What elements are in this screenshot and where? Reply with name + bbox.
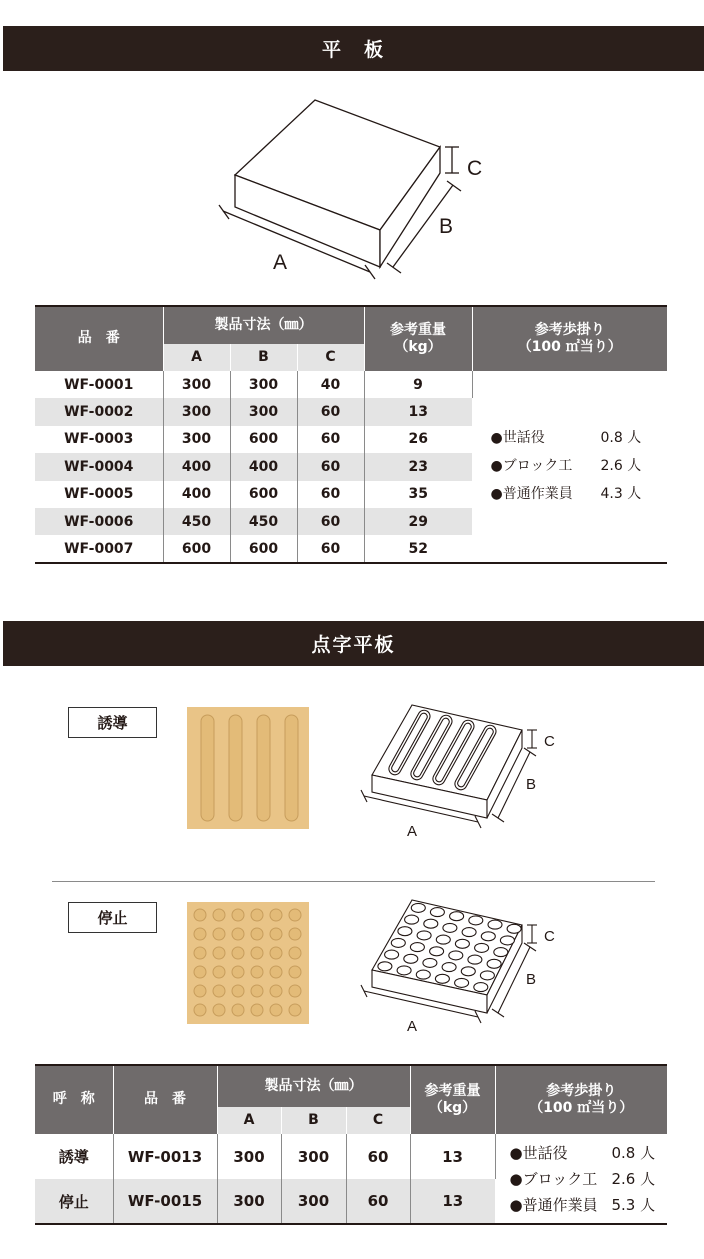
labor-line: ●ブロック工 2.6 人 [509,1169,656,1188]
labor-line: ●世話役 0.8 人 [490,430,642,447]
dim-c: 60 [297,535,364,562]
dome-dot [251,1004,263,1016]
diagram-label-a: A [273,251,288,274]
item-number: WF-0004 [35,453,163,480]
dome-dot [232,928,244,940]
divider [52,881,655,882]
weight: 29 [364,508,472,535]
diagram-dome-dot [449,951,463,960]
dome-dot [194,966,206,978]
dim-b: 600 [230,535,297,562]
dome-dot [251,928,263,940]
diagram-dome-dot [442,963,456,972]
dome-dot [213,1004,225,1016]
section-title-flat-slab: 平 板 [3,26,704,71]
diagram-dome-dot [436,935,450,944]
item-number: WF-0007 [35,535,163,562]
weight: 13 [410,1179,495,1224]
dome-dot [270,985,282,997]
diagram-dome-dot [398,927,412,936]
header-dim-a: A [217,1107,281,1134]
dim-a: 400 [163,453,230,480]
diagram-label-b: B [439,215,454,238]
header-labor: 参考歩掛り （100 ㎡当り） [495,1065,667,1134]
header-dim-a: A [163,344,230,371]
header-dim-c: C [346,1107,410,1134]
diagram-dome-dot [405,915,419,924]
dim-b: 450 [230,508,297,535]
product-name: 誘導 [35,1134,113,1179]
dim-b: 600 [230,426,297,453]
labor-notes [495,1134,667,1224]
dome-dot [289,947,301,959]
dome-dot [270,966,282,978]
diagram-dome-dot [397,966,411,975]
dim-c: 60 [297,453,364,480]
diagram-dome-dot [487,959,501,968]
dome-dot [232,909,244,921]
diagram-dome-dot [424,919,438,928]
dim-a: 400 [163,481,230,508]
weight: 52 [408,540,428,557]
item-number: WF-0003 [35,426,163,453]
braille-slab-spec-table [35,1064,667,1225]
diagram-label-c: C [467,157,483,180]
dome-dot [232,947,244,959]
dim-a: 600 [163,535,230,562]
diagram-dome-dot [481,932,495,941]
header-labor: 参考歩掛り （100 ㎡当り） [472,306,667,371]
item-number: WF-0006 [35,508,163,535]
weight: 26 [408,431,428,448]
diagram-dome-dot [474,983,488,992]
dome-dot [270,928,282,940]
dome-dot [289,1004,301,1016]
labor-line: ●普通作業員 4.3 人 [490,486,642,503]
table-row [35,1134,667,1179]
diagram-dome-dot [507,924,521,933]
dim-b: 400 [230,453,297,480]
dim-b: 300 [281,1134,346,1179]
weight: 23 [364,453,472,480]
guide-tile-photo [187,707,309,833]
product-name: 停止 [35,1179,113,1224]
dome-dot [232,1004,244,1016]
stop-diagram-label-a: A [407,1018,418,1035]
dome-dot [270,1004,282,1016]
guide-tile-diagram [352,700,572,845]
diagram-dome-dot [461,967,475,976]
item-number: WF-0005 [35,481,163,508]
dome-dot [251,947,263,959]
stop-tile-diagram [352,895,572,1040]
dim-c: 60 [346,1134,410,1179]
dome-dot [251,966,263,978]
labor-line: ●ブロック工 2.6 人 [490,458,642,475]
flat-slab-diagram [215,95,495,280]
header-dim-b: B [281,1107,346,1134]
dim-c: 60 [346,1179,410,1224]
item-number: WF-0001 [35,371,163,398]
table-row [35,371,667,398]
dome-dot [251,909,263,921]
header-dim-c: C [297,344,364,371]
flat-slab-spec-table [35,305,667,564]
diagram-dome-dot [391,938,405,947]
header-weight: 参考重量 （kg） [410,1065,495,1134]
diagram-dome-dot [404,954,418,963]
dome-dot [289,985,301,997]
diagram-dome-dot [468,955,482,964]
header-dim-b: B [230,344,297,371]
dim-b: 300 [230,398,297,425]
diagram-dome-dot [430,908,444,917]
diagram-dome-dot [430,947,444,956]
header-dimensions: 製品寸法（㎜） [217,1065,410,1107]
diagram-dome-dot [450,912,464,921]
diagram-dome-dot [443,923,457,932]
dim-c: 60 [297,508,364,535]
header-item-number: 品 番 [113,1065,217,1134]
dome-dot [213,947,225,959]
item-number: WF-0002 [35,398,163,425]
diagram-dome-dot [423,958,437,967]
stop-diagram-label-b: B [526,971,537,988]
dim-a: 300 [217,1134,281,1179]
labor-notes [472,371,667,563]
header-dimensions: 製品寸法（㎜） [163,306,364,344]
diagram-dome-dot [500,936,514,945]
dim-c: 60 [297,426,364,453]
dome-dot [232,985,244,997]
guide-label: 誘導 [68,707,157,738]
dim-b: 300 [230,371,297,398]
dome-dot [232,966,244,978]
dome-dot [270,909,282,921]
header-name: 呼 称 [35,1065,113,1134]
dim-b: 300 [281,1179,346,1224]
item-number: WF-0013 [113,1134,217,1179]
dome-dot [194,928,206,940]
diagram-dome-dot [488,920,502,929]
diagram-dome-dot [416,970,430,979]
diagram-dome-dot [455,939,469,948]
diagram-dome-dot [469,916,483,925]
stop-tile-photo [187,902,309,1028]
stop-label: 停止 [68,902,157,933]
dim-a: 300 [163,426,230,453]
diagram-dome-dot [475,943,489,952]
dome-dot [194,1004,206,1016]
header-item-number: 品 番 [35,306,163,371]
dim-c: 40 [297,371,364,398]
diagram-dome-dot [417,931,431,940]
guide-diagram-label-a: A [407,823,418,840]
dome-dot [194,985,206,997]
dome-dot [194,947,206,959]
diagram-dome-dot [455,978,469,987]
weight: 13 [364,398,472,425]
dome-dot [251,985,263,997]
weight: 9 [364,371,472,398]
diagram-dome-dot [410,943,424,952]
weight: 13 [410,1134,495,1179]
diagram-dome-dot [462,928,476,937]
dome-dot [213,966,225,978]
diagram-dome-dot [480,971,494,980]
dome-dot [194,909,206,921]
dome-dot [213,985,225,997]
header-weight: 参考重量 （kg） [364,306,472,371]
guide-diagram-label-b: B [526,776,537,793]
diagram-dome-dot [411,903,425,912]
dome-dot [270,947,282,959]
dim-c: 60 [297,398,364,425]
dim-a: 300 [163,398,230,425]
labor-line: ●世話役 0.8 人 [509,1143,656,1162]
dome-dot [289,909,301,921]
dome-dot [289,928,301,940]
dome-dot [213,909,225,921]
weight: 35 [408,486,428,503]
dim-a: 300 [163,371,230,398]
labor-line: ●普通作業員 5.3 人 [509,1195,656,1214]
section-title-braille-slab: 点字平板 [3,621,704,666]
diagram-dome-dot [385,950,399,959]
guide-diagram-label-c: C [544,733,555,750]
diagram-dome-dot [494,948,508,957]
dim-a: 450 [163,508,230,535]
stop-diagram-label-c: C [544,928,555,945]
diagram-dome-dot [378,962,392,971]
item-number: WF-0015 [113,1179,217,1224]
dim-a: 300 [217,1179,281,1224]
dome-dot [213,928,225,940]
dim-c: 60 [297,481,364,508]
dim-b: 600 [230,481,297,508]
diagram-dome-dot [435,974,449,983]
dome-dot [289,966,301,978]
